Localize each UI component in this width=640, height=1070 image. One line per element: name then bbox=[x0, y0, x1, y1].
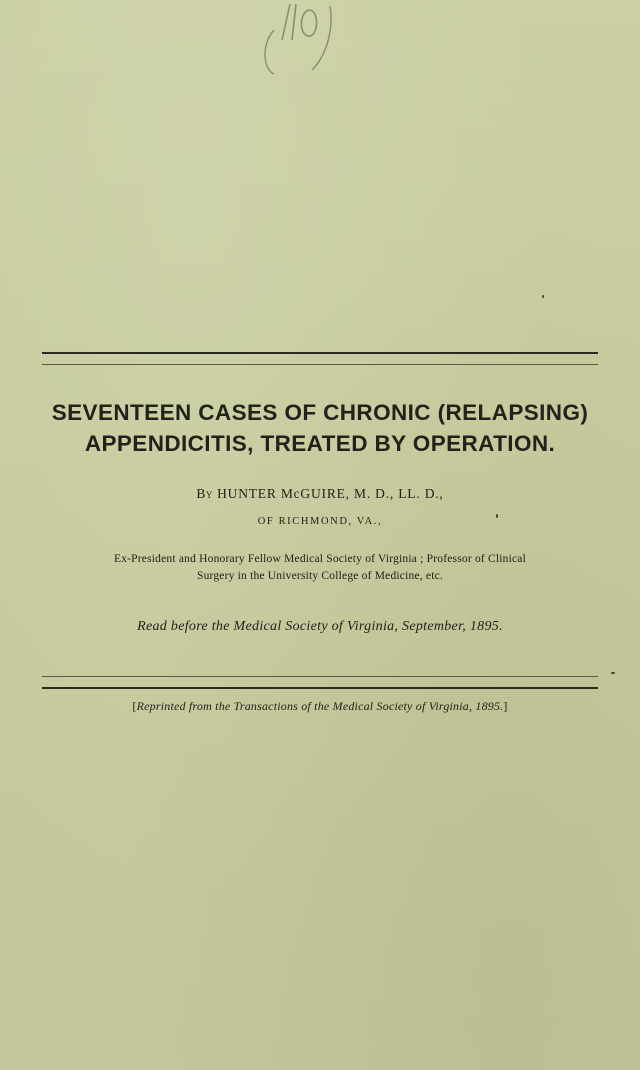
paper-speck bbox=[611, 672, 615, 674]
author-name: HUNTER McGUIRE, M. D., LL. D., bbox=[217, 486, 444, 501]
reprint-note bbox=[20, 699, 620, 714]
credentials-line-2: Surgery in the University College of Medicine, etc. bbox=[196, 570, 443, 582]
read-before-note: Read before the Medical Society of Virginia, September, 1895. bbox=[137, 619, 503, 634]
top-rule-thick bbox=[42, 352, 598, 354]
reprint-text: Reprinted from the Transactions of the Medical Society of Virginia, 1895. bbox=[136, 699, 504, 713]
author-credentials bbox=[30, 551, 610, 585]
paper-speck bbox=[542, 295, 544, 298]
credentials-line-1: Ex-President and Honorary Fellow Medical Society of Virginia ; Professor of Clinical bbox=[113, 553, 527, 565]
author-residence: OF RICHMOND, VA., bbox=[257, 516, 383, 527]
paper-speck bbox=[496, 514, 498, 518]
top-rule-thin bbox=[42, 364, 598, 365]
author-line bbox=[20, 486, 620, 502]
title-line-2: APPENDICITIS, TREATED BY OPERATION. bbox=[84, 431, 556, 456]
title-line-1: SEVENTEEN CASES OF CHRONIC (RELAPSING) bbox=[51, 400, 589, 425]
reprint-close-bracket: ] bbox=[503, 699, 508, 713]
author-by: By bbox=[196, 486, 213, 501]
handwritten-shelf-mark bbox=[252, 0, 342, 80]
bottom-rule-thick bbox=[42, 687, 598, 689]
bottom-rule-thin bbox=[42, 676, 598, 677]
reprint-open-bracket: [ bbox=[132, 699, 137, 713]
